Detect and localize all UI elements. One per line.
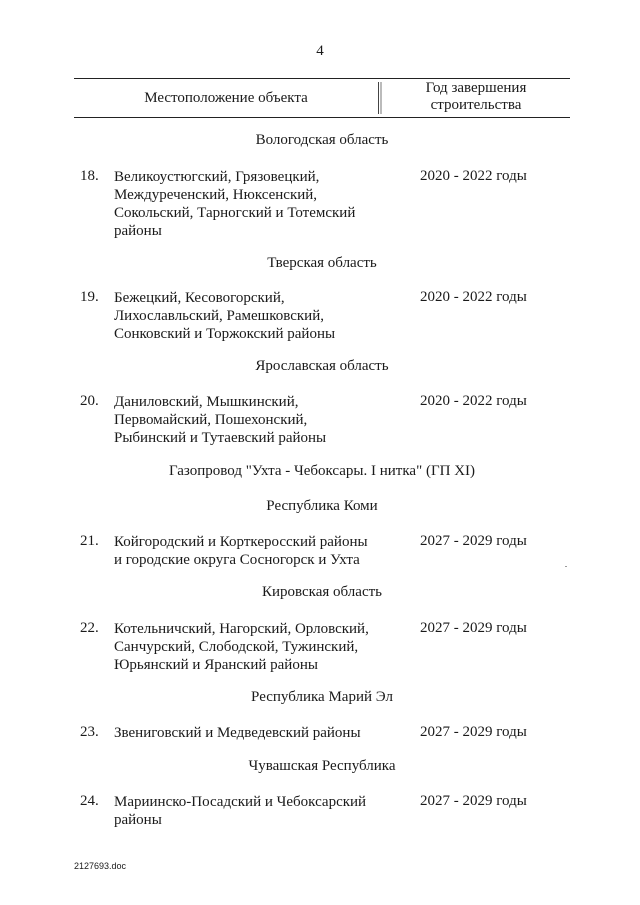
item-location bbox=[114, 724, 404, 742]
region-heading: Ярославская область bbox=[255, 358, 389, 374]
location-line: Даниловский, Мышкинский, bbox=[114, 394, 299, 410]
item-location bbox=[114, 793, 404, 829]
location-line: Звениговский и Медведевский районы bbox=[114, 725, 361, 741]
region-heading: Вологодская область bbox=[255, 132, 389, 148]
location-line: Рыбинский и Тутаевский районы bbox=[114, 430, 327, 446]
document-filename: 2127693.doc bbox=[74, 861, 127, 871]
region-heading: Кировская область bbox=[261, 584, 382, 600]
location-line: Мариинско-Посадский и Чебоксарский bbox=[114, 794, 367, 810]
item-location bbox=[114, 393, 404, 447]
region-heading: Чувашская Республика bbox=[248, 758, 396, 774]
year-header-line-1: Год завершения bbox=[425, 80, 527, 96]
item-year: 2020 - 2022 годы bbox=[420, 393, 527, 409]
year-column-header bbox=[382, 80, 570, 114]
item-number: 20. bbox=[80, 393, 99, 409]
location-line: и городские округа Сосногорск и Ухта bbox=[114, 552, 360, 568]
location-column-header: Местоположение объекта bbox=[144, 89, 308, 106]
location-line: Юрьянский и Яранский районы bbox=[114, 657, 318, 673]
item-number: 19. bbox=[80, 289, 99, 305]
item-location bbox=[114, 533, 404, 569]
item-location bbox=[114, 620, 404, 674]
item-location bbox=[114, 289, 404, 343]
location-line: Бежецкий, Кесовогорский, bbox=[114, 290, 285, 306]
table-header bbox=[74, 78, 570, 118]
pipeline-heading: Газопровод "Ухта - Чебоксары. I нитка" (ГП XI) bbox=[168, 463, 476, 479]
item-number: 23. bbox=[80, 724, 99, 740]
region-heading: Тверская область bbox=[267, 255, 377, 271]
item-year: 2020 - 2022 годы bbox=[420, 168, 527, 184]
item-year: 2027 - 2029 годы bbox=[420, 793, 527, 809]
location-line: Сокольский, Тарногский и Тотемский bbox=[114, 205, 356, 221]
item-location bbox=[114, 168, 404, 240]
location-line: районы bbox=[114, 812, 162, 828]
region-heading: Республика Коми bbox=[266, 498, 378, 514]
location-line: районы bbox=[114, 223, 162, 239]
region-heading: Республика Марий Эл bbox=[251, 689, 393, 705]
location-line: Сонковский и Торжокский районы bbox=[114, 326, 336, 342]
item-number: 21. bbox=[80, 533, 99, 549]
location-line: Санчурский, Слободской, Тужинский, bbox=[114, 639, 359, 655]
item-number: 18. bbox=[80, 168, 99, 184]
location-line: Междуреченский, Нюксенский, bbox=[114, 187, 318, 203]
column-divider bbox=[378, 82, 380, 114]
item-year: 2027 - 2029 годы bbox=[420, 724, 527, 740]
item-year: 2027 - 2029 годы bbox=[420, 533, 527, 549]
location-line: Лихославльский, Рамешковский, bbox=[114, 308, 324, 324]
scan-speck bbox=[565, 566, 567, 567]
item-year: 2027 - 2029 годы bbox=[420, 620, 527, 636]
location-line: Котельничский, Нагорский, Орловский, bbox=[114, 621, 369, 637]
location-line: Первомайский, Пошехонский, bbox=[114, 412, 308, 428]
item-year: 2020 - 2022 годы bbox=[420, 289, 527, 305]
item-number: 22. bbox=[80, 620, 99, 636]
year-header-line-2: строительства bbox=[430, 97, 522, 113]
page-number: 4 bbox=[316, 43, 324, 59]
location-line: Койгородский и Корткеросский районы bbox=[114, 534, 368, 550]
location-line: Великоустюгский, Грязовецкий, bbox=[114, 169, 320, 185]
item-number: 24. bbox=[80, 793, 99, 809]
